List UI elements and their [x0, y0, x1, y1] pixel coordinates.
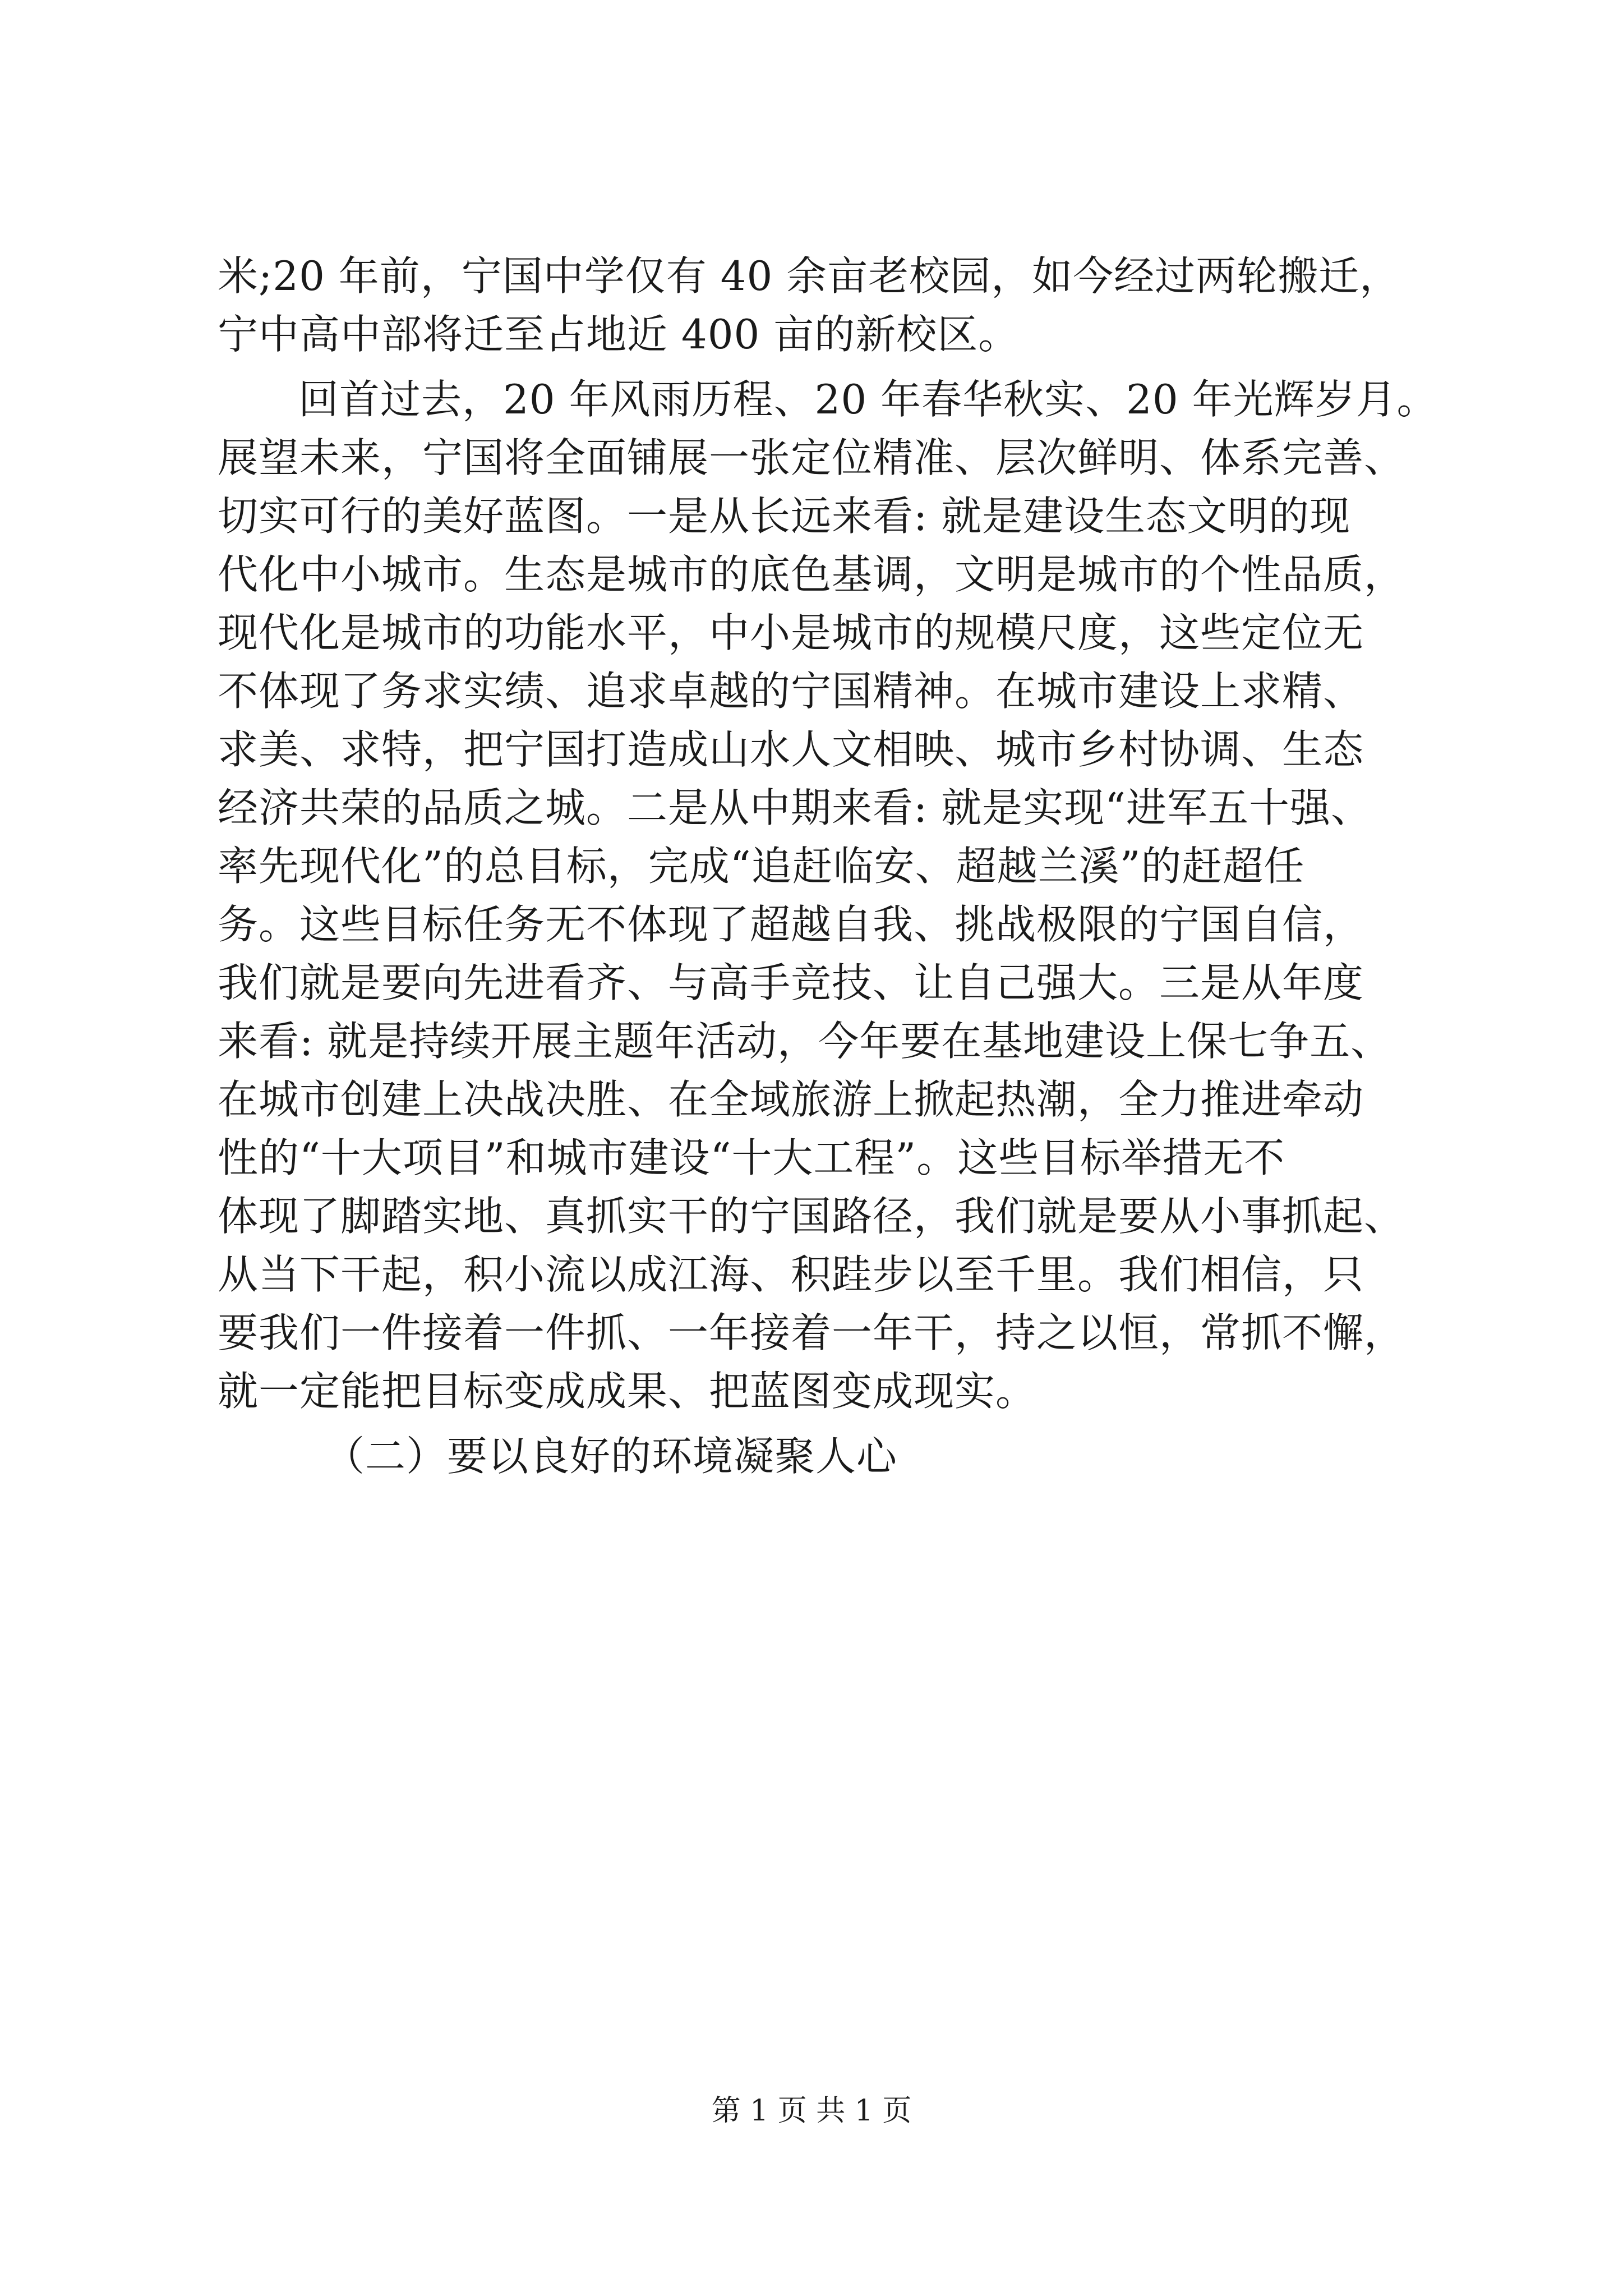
text-line: 展望未来，宁国将全面铺展一张定位精准、层次鲜明、体系完善、: [218, 434, 1405, 481]
text-line: 现代化是城市的功能水平，中小是城市的规模尺度，这些定位无: [218, 609, 1364, 656]
text-line: 宁中高中部将迁至占地近 400 亩的新校区。: [218, 311, 1020, 358]
text-line: 经济共荣的品质之城。二是从中期来看: 就是实现“进军五十强、: [218, 784, 1372, 831]
text-line: 从当下干起，积小流以成江海、积跬步以至千里。我们相信，只: [218, 1251, 1364, 1298]
text-line: 体现了脚踏实地、真抓实干的宁国路径，我们就是要从小事抓起、: [218, 1193, 1405, 1240]
text-line: 代化中小城市。生态是城市的底色基调，文明是城市的个性品质，: [218, 551, 1405, 598]
text-line: 就一定能把目标变成成果、把蓝图变成现实。: [218, 1368, 1037, 1415]
text-line: 我们就是要向先进看齐、与高手竞技、让自己强大。三是从年度: [218, 959, 1364, 1006]
text-line: 来看: 就是持续开展主题年活动，今年要在基地建设上保七争五、: [218, 1018, 1392, 1065]
paragraph: [218, 247, 1468, 364]
page-footer: 第 1 页 共 1 页: [711, 2094, 912, 2128]
heading-line: （二）要以良好的环境凝聚人心: [324, 1433, 898, 1480]
text-line: 不体现了务求实绩、追求卓越的宁国精神。在城市建设上求精、: [218, 668, 1364, 715]
text-line: 性的“十大项目”和城市建设“十大工程”。这些目标举措无不: [218, 1134, 1285, 1181]
text-line: 要我们一件接着一件抓、一年接着一年干，持之以恒，常抓不懈，: [218, 1309, 1405, 1356]
text-line: 在城市创建上决战决胜、在全域旅游上掀起热潮，全力推进牵动: [218, 1076, 1364, 1123]
text-line: 回首过去，20 年风雨历程、20 年春华秋实、20 年光辉岁月。: [298, 376, 1438, 423]
text-line: 求美、求特，把宁国打造成山水人文相映、城市乡村协调、生态: [218, 726, 1364, 773]
text-line: 务。这些目标任务无不体现了超越自我、挑战极限的宁国自信，: [218, 901, 1364, 948]
text-line: 率先现代化”的总目标，完成“追赶临安、超越兰溪”的赶超任: [218, 843, 1305, 890]
paragraph: [218, 370, 1468, 1420]
section-heading: [218, 1427, 1468, 1485]
text-line: 切实可行的美好蓝图。一是从长远来看: 就是建设生态文明的现: [218, 493, 1351, 540]
text-line: 米;20 年前，宁国中学仅有 40 余亩老校园，如今经过两轮搬迁，: [218, 252, 1401, 300]
body-text: [218, 247, 1468, 1485]
